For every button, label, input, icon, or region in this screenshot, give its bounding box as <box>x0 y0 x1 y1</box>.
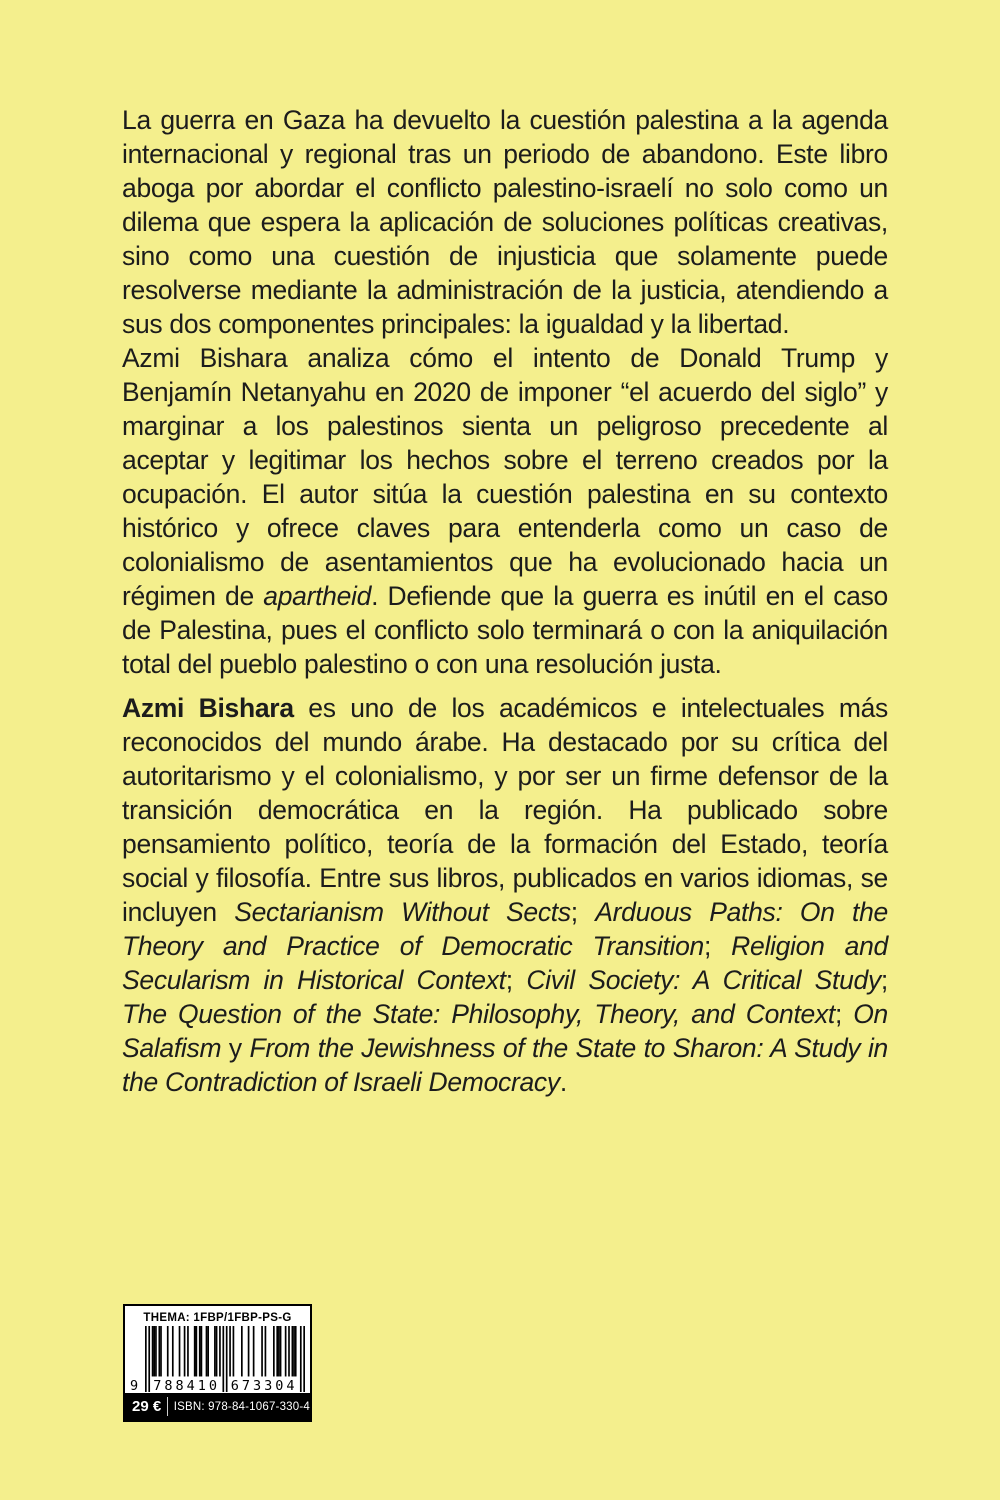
text-segment: The Question of the State: Philosophy, Theory, and Context <box>122 999 835 1029</box>
text-segment: ; <box>703 931 732 961</box>
text-segment: Sectarianism Without Sects <box>234 897 571 927</box>
isbn-label: ISBN: 978-84-1067-330-4 <box>173 1400 310 1413</box>
text-segment: ; <box>570 897 596 927</box>
blurb-paragraph-1 <box>122 103 888 341</box>
barcode-digits-left: 788410 <box>153 1378 220 1394</box>
ean-barcode <box>129 1326 306 1392</box>
text-segment: Azmi Bishara <box>122 693 294 723</box>
barcode-digits-right: 673304 <box>230 1378 298 1394</box>
barcode-panel <box>123 1304 312 1422</box>
text-segment: ; <box>880 965 888 995</box>
barcode-digits <box>130 1326 305 1394</box>
text-segment: . Defiende que la guerra es inútil en el caso de Palestina, pues el conflicto solo terminará o con la aniquilación total del pueblo palestino o con una resolución justa. <box>122 581 888 679</box>
text-segment: Arduous Paths: On the Theory and Practice of Democratic Transition <box>122 897 888 961</box>
text-segment: apartheid <box>263 581 372 611</box>
text-segment: From the Jewishness of the State to Sharon: A Study in the Contradiction of Israeli Democracy <box>122 1033 888 1097</box>
text-segment: ; <box>834 999 854 1029</box>
blurb-text <box>122 103 888 1099</box>
thema-code-label: THEMA: 1FBP/1FBP-PS-G <box>143 1312 292 1324</box>
text-segment: Azmi Bishara analiza cómo el intento de Donald Trump y Benjamín Netanyahu en 2020 de imponer “el acuerdo del siglo” y marginar a los palestinos sienta un peligroso precedente al aceptar y legitimar los hechos sobre el terreno creados por la ocupación. El autor sitúa la cuestión palestina en su contexto histórico y ofrece claves para entenderla como un caso de colonialismo de asentamientos que ha evolucionado hacia un régimen de <box>122 343 888 611</box>
text-segment: . <box>559 1067 567 1097</box>
blurb-paragraph-3 <box>122 691 888 1099</box>
text-segment: Civil Society: A Critical Study <box>526 965 881 995</box>
text-segment: y <box>221 1033 250 1063</box>
price-label: 29 € <box>132 1398 162 1415</box>
strip-divider <box>167 1397 168 1416</box>
barcode-digit-first: 9 <box>130 1378 139 1394</box>
text-segment: ; <box>505 965 527 995</box>
text-segment: On Salafism <box>122 999 888 1063</box>
blurb-paragraph-2 <box>122 341 888 681</box>
text-segment: La guerra en Gaza ha devuelto la cuestión palestina a la agenda internacional y regional tras un periodo de abandono. Este libro aboga por abordar el conflicto palestino-israelí no solo como un dilema que espera la aplicación de soluciones políticas creativas, sino como una cuestión de injusticia que solamente puede resolverse mediante la administración de la justicia, atendiendo a sus dos componentes principales: la igualdad y la libertad. <box>122 105 888 339</box>
text-segment: es uno de los académicos e intelectuales más reconocidos del mundo árabe. Ha destacado por su crítica del autoritarismo y el colonialismo, y por ser un firme defensor de la transición democrática en la región. Ha publicado sobre pensamiento político, teoría de la formación del Estado, teoría social y filosofía. Entre sus libros, publicados en varios idiomas, se incluyen <box>122 693 888 927</box>
text-segment: Religion and Secularism in Historical Context <box>122 931 888 995</box>
price-isbn-strip <box>125 1393 310 1420</box>
